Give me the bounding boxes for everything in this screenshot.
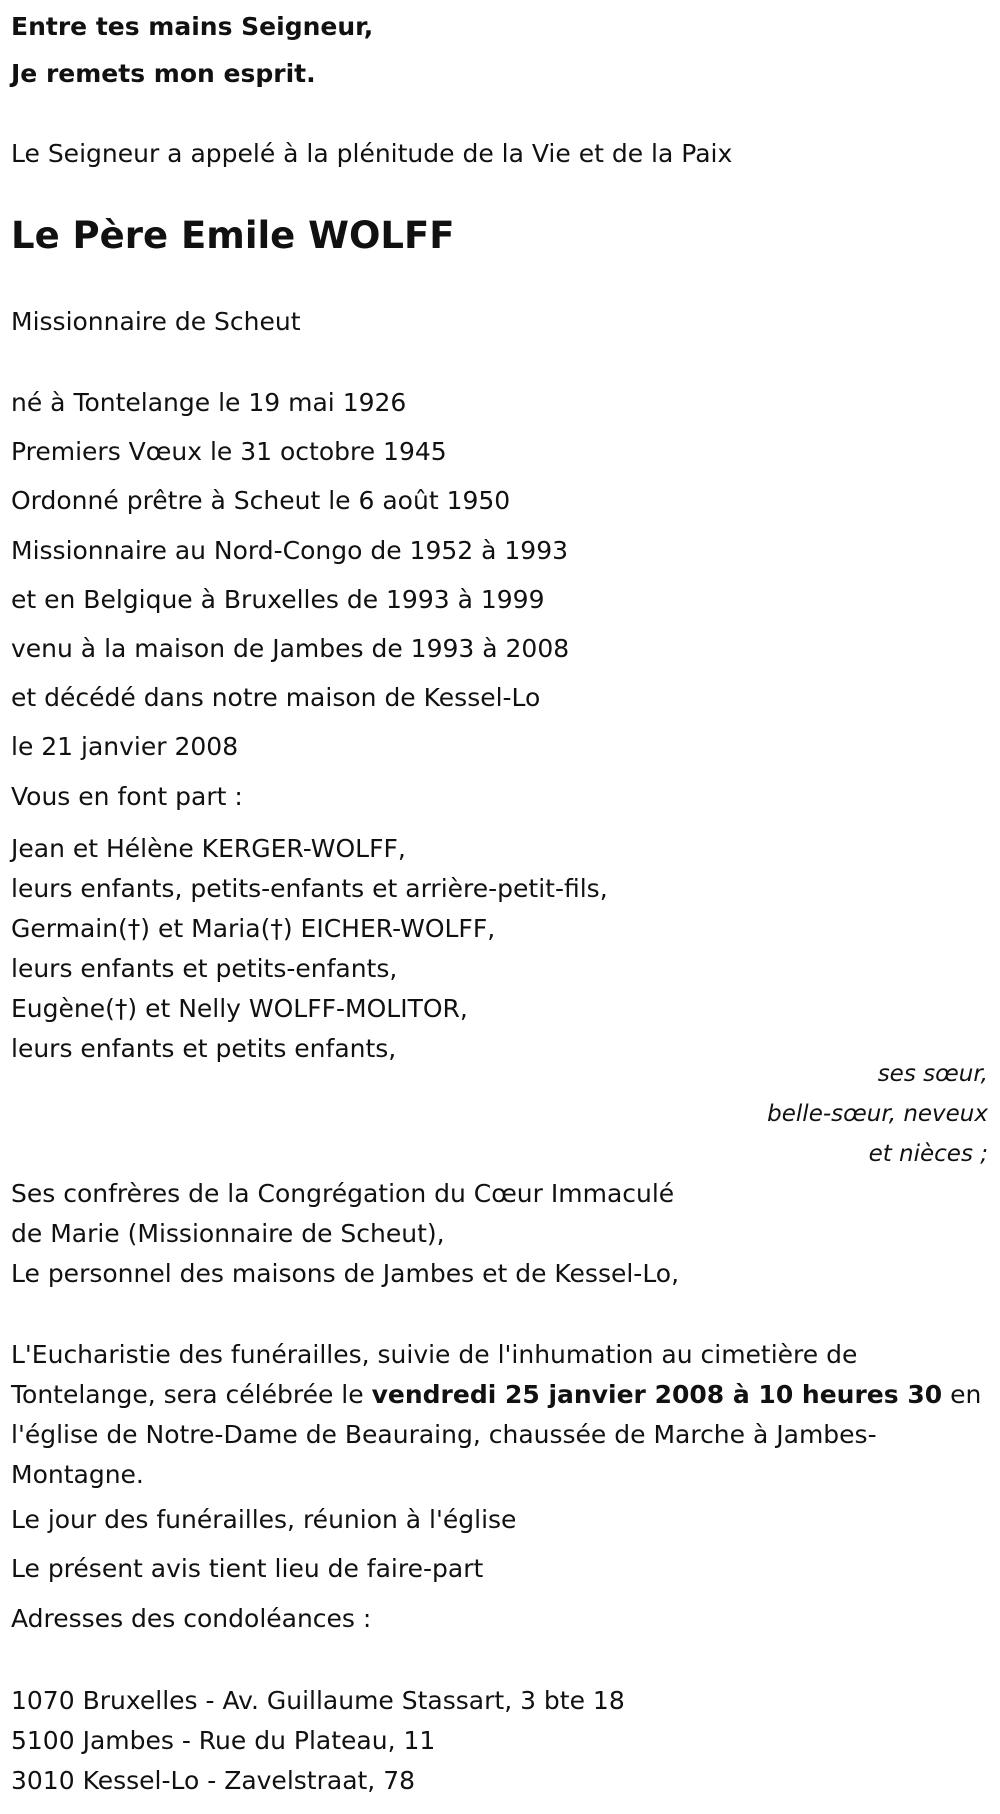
- bio-line: le 21 janvier 2008: [11, 732, 239, 761]
- bio-line: et décédé dans notre maison de Kessel-Lo: [11, 683, 541, 712]
- family-line: leurs enfants, petits-enfants et arrière-petit-fils,: [11, 874, 608, 903]
- congregation-line: Ses confrères de la Congrégation du Cœur Immaculé: [11, 1179, 675, 1208]
- family-line: Germain(†) et Maria(†) EICHER-WOLFF,: [11, 914, 496, 943]
- address-line: 1070 Bruxelles - Av. Guillaume Stassart, 3 bte 18: [11, 1686, 625, 1715]
- bio-line: Premiers Vœux le 31 octobre 1945: [11, 437, 447, 466]
- header-line-2: Je remets mon esprit.: [11, 59, 316, 88]
- bio-line: et en Belgique à Bruxelles de 1993 à 1999: [11, 585, 545, 614]
- address-line: 3010 Kessel-Lo - Zavelstraat, 78: [11, 1766, 416, 1795]
- announce-text: Vous en font part :: [11, 782, 243, 811]
- family-line: Eugène(†) et Nelly WOLFF-MOLITOR,: [11, 994, 468, 1023]
- congregation-line: Le personnel des maisons de Jambes et de Kessel-Lo,: [11, 1259, 680, 1288]
- funeral-text-after: en l'église de Notre-Dame de Beauraing, chaussée de Marche à Jambes-Montagne.: [11, 1380, 982, 1489]
- bio-line: Ordonné prêtre à Scheut le 6 août 1950: [11, 486, 511, 515]
- family-line: leurs enfants et petits-enfants,: [11, 954, 398, 983]
- bio-line: Missionnaire au Nord-Congo de 1952 à 1993: [11, 536, 569, 565]
- congregation-line: de Marie (Missionnaire de Scheut),: [11, 1219, 445, 1248]
- page-title: Le Père Emile WOLFF: [11, 214, 455, 257]
- address-line: 5100 Jambes - Rue du Plateau, 11: [11, 1726, 436, 1755]
- intro-text: Le Seigneur a appelé à la plénitude de la Vie et de la Paix: [11, 139, 733, 168]
- relation-line: belle-sœur, neveux: [767, 1101, 988, 1127]
- condolences-label: Adresses des condoléances :: [11, 1604, 372, 1633]
- bio-line: venu à la maison de Jambes de 1993 à 2008: [11, 634, 570, 663]
- header-line-1: Entre tes mains Seigneur,: [11, 12, 374, 41]
- family-line: Jean et Hélène KERGER-WOLFF,: [11, 834, 406, 863]
- notice-text: Le présent avis tient lieu de faire-part: [11, 1554, 484, 1583]
- meeting-text: Le jour des funérailles, réunion à l'église: [11, 1505, 517, 1534]
- family-line: leurs enfants et petits enfants,: [11, 1034, 397, 1063]
- funeral-date: vendredi 25 janvier 2008 à 10 heures 30: [371, 1380, 943, 1409]
- funeral-paragraph: [11, 1335, 996, 1495]
- funeral-text-before: L'Eucharistie des funérailles, suivie de l'inhumation au cimetière de Tontelange, sera célébrée le: [11, 1340, 858, 1409]
- bio-line: né à Tontelange le 19 mai 1926: [11, 388, 407, 417]
- relation-line: ses sœur,: [877, 1061, 988, 1087]
- relation-line: et nièces ;: [868, 1141, 988, 1167]
- subtitle: Missionnaire de Scheut: [11, 307, 301, 336]
